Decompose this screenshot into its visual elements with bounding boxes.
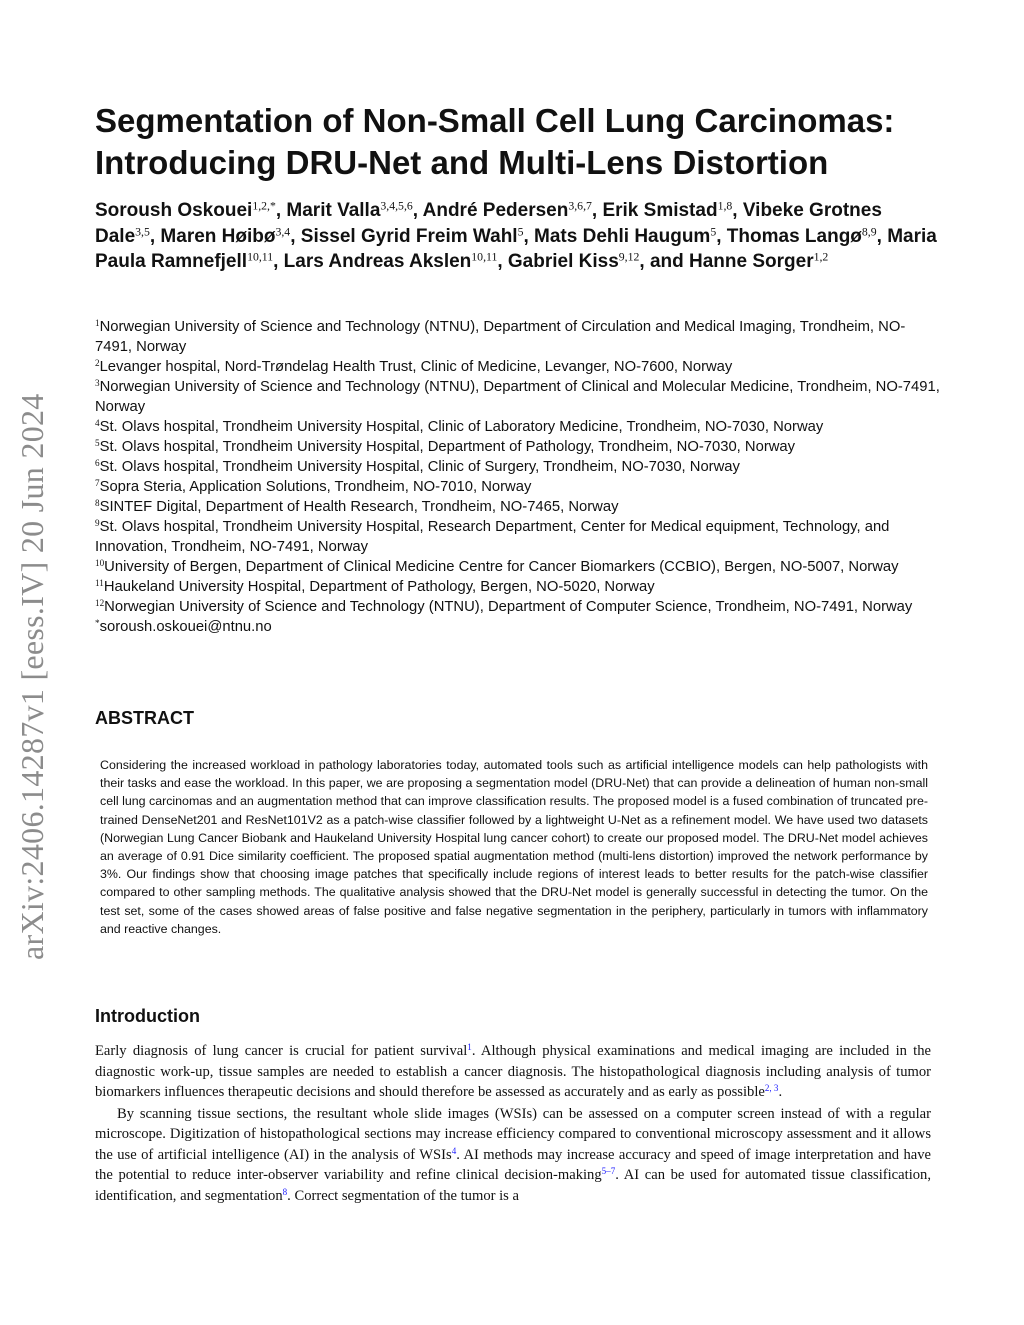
affiliation-text: Norwegian University of Science and Technology (NTNU), Department of Circulation and Medical Imaging, Trondheim, NO-7491, Norway	[95, 319, 906, 355]
arxiv-identifier-stamp: arXiv:2406.14287v1 [eess.IV] 20 Jun 2024	[14, 393, 50, 960]
affiliation-marker: *	[95, 617, 100, 628]
affiliation-marker: 6	[95, 457, 100, 468]
author-name: Soroush Oskouei	[95, 200, 253, 221]
introduction-text	[95, 1041, 931, 1206]
affiliation-item	[95, 357, 940, 377]
affiliation-item	[95, 377, 940, 417]
affiliation-item	[95, 577, 940, 597]
affiliation-text: Levanger hospital, Nord-Trøndelag Health Trust, Clinic of Medicine, Levanger, NO-7600, Norway	[99, 359, 733, 375]
affiliation-text: SINTEF Digital, Department of Health Research, Trondheim, NO-7465, Norway	[99, 499, 619, 515]
affiliation-marker: 2	[95, 357, 100, 368]
affiliation-text: St. Olavs hospital, Trondheim University Hospital, Research Department, Center for Medical equipment, Technology, and Innovation, Trondheim, NO-7491, Norway	[95, 519, 890, 555]
affiliation-marker: 3	[95, 377, 100, 388]
affiliation-item	[95, 417, 940, 437]
affiliation-marker: 5	[95, 437, 100, 448]
affiliation-text: St. Olavs hospital, Trondheim University Hospital, Department of Pathology, Trondheim, NO-7030, Norway	[99, 439, 796, 455]
corresponding-email[interactable]	[95, 617, 940, 637]
affiliation-list	[95, 317, 940, 637]
author-conjunction: and	[649, 251, 684, 272]
author-name: Maren Høibø	[160, 225, 276, 247]
author-affiliation-marker: 5	[517, 225, 524, 239]
introduction-heading: Introduction	[95, 1006, 200, 1026]
citation-link[interactable]: 2, 3	[764, 1083, 779, 1094]
author-affiliation-marker: 10,11	[247, 250, 274, 264]
author-affiliation-marker: 10,11	[471, 250, 498, 264]
author-affiliation-marker: 1,2,*	[252, 199, 276, 213]
paragraph	[95, 1041, 931, 1103]
affiliation-item	[95, 597, 940, 617]
affiliation-text: St. Olavs hospital, Trondheim University Hospital, Clinic of Surgery, Trondheim, NO-7030, Norway	[99, 459, 740, 475]
paragraph	[95, 1104, 931, 1207]
abstract-heading: ABSTRACT	[95, 708, 194, 728]
email-link[interactable]: soroush.oskouei@ntnu.no	[99, 619, 272, 635]
author-affiliation-marker: 3,4	[275, 225, 291, 239]
author-affiliation-marker: 9,12	[618, 250, 640, 264]
affiliation-text: St. Olavs hospital, Trondheim University Hospital, Clinic of Laboratory Medicine, Trondheim, NO-7030, Norway	[99, 419, 824, 435]
paragraph-text: Early diagnosis of lung cancer is crucial for patient survival	[95, 1043, 468, 1059]
paragraph-text: . AI methods may increase accuracy and speed of image interpretation and have the potential to reduce inter-observer variability and refine clinical decision-making	[95, 1146, 931, 1183]
affiliation-marker: 10	[95, 557, 105, 568]
affiliation-text: University of Bergen, Department of Clinical Medicine Centre for Cancer Biomarkers (CCBIO), Bergen, NO-5007, Norway	[104, 559, 899, 575]
author-name: André Pedersen	[422, 200, 569, 221]
affiliation-item	[95, 477, 940, 497]
author-affiliation-marker: 1,2	[813, 250, 829, 264]
affiliation-text: Sopra Steria, Application Solutions, Trondheim, NO-7010, Norway	[99, 479, 532, 495]
affiliation-marker: 4	[95, 417, 100, 428]
paper-title-line-1: Segmentation of Non-Small Cell Lung Carcinomas:	[95, 102, 895, 139]
author-name: Lars Andreas Akslen	[283, 251, 472, 272]
paragraph-text: . Correct segmentation of the tumor is a	[287, 1187, 519, 1204]
author-affiliation-marker: 3,6,7	[568, 199, 592, 213]
paragraph-text: By scanning tissue sections, the resultant whole slide images (WSIs) can be assessed on a computer screen instead of with a regular microscope. Digitization of histopathological sections may increase efficiency compared to conventional microscopy assessment and it allows the use of artificial intelligence (AI) in the analysis of WSIs	[95, 1105, 931, 1163]
abstract-text: Considering the increased workload in pathology laboratories today, automated tools such as artificial intelligence models can help pathologists with their tasks and ease the workload. In this paper, we are proposing a segmentation model (DRU-Net) that can provide a delineation of human non-small cell lung carcinomas and an augmentation method that can improve classification results. The proposed model is a fused combination of truncated pre-trained DenseNet201 and ResNet101V2 as a patch-wise classifier followed by a lightweight U-Net as a refinement model. We have used two datasets (Norwegian Lung Cancer Biobank and Haukeland University Hospital lung cancer cohort) to create our proposed model. The DRU-Net model achieves an average of 0.91 Dice similarity coefficient. The proposed spatial augmentation method (multi-lens distortion) improved the network performance by 3%. Our findings show that choosing image patches that specifically include regions of interest leads to better results for the patch-wise classifier compared to other sampling methods. The qualitative analysis showed that the DRU-Net model is generally successful in detecting the tumor. On the test set, some of the cases showed areas of false positive and false negative segmentation in the periphery, particularly in tumors with inflammatory and reactive changes.	[100, 758, 928, 936]
paper-title	[95, 100, 975, 184]
affiliation-marker: 1	[95, 317, 100, 328]
author-name: Erik Smistad	[602, 200, 718, 221]
affiliation-marker: 12	[95, 597, 105, 608]
affiliation-item	[95, 457, 940, 477]
citation-link[interactable]: 5–7	[601, 1166, 616, 1177]
paper-title-line-2: Introducing DRU-Net and Multi-Lens Distortion	[95, 144, 829, 181]
author-name: Mats Dehli Haugum	[534, 225, 711, 247]
affiliation-marker: 7	[95, 477, 100, 488]
affiliation-marker: 9	[95, 517, 100, 528]
author-affiliation-marker: 5	[710, 225, 717, 239]
author-name: Gabriel Kiss	[507, 251, 619, 272]
affiliation-marker: 11	[95, 577, 104, 588]
affiliation-item	[95, 557, 940, 577]
author-name: Vibeke Grotnes Dale	[95, 200, 882, 247]
author-affiliation-marker: 1,8	[717, 199, 733, 213]
author-affiliation-marker: 8,9	[861, 225, 877, 239]
author-name: Hanne Sorger	[689, 251, 814, 272]
citation-link[interactable]: 8	[282, 1186, 288, 1197]
author-affiliation-marker: 3,5	[135, 225, 150, 239]
citation-link[interactable]: 4	[451, 1145, 457, 1156]
author-affiliation-marker: 3,4,5,6	[380, 199, 413, 213]
affiliation-item	[95, 437, 940, 457]
author-name: Sissel Gyrid Freim Wahl	[300, 225, 518, 247]
affiliation-item	[95, 317, 940, 357]
affiliation-item	[95, 497, 940, 517]
affiliation-marker: 8	[95, 497, 100, 508]
paragraph-text: .	[778, 1084, 783, 1100]
paragraph-text: . Although physical examinations and medical imaging are included in the diagnostic work-up, tissue samples are needed to establish a cancer diagnosis. The histopathological diagnosis including analysis of tumor biomarkers influences therapeutic decisions and should therefore be assessed as accurately and as early as possible	[95, 1043, 932, 1100]
affiliation-text: Haukeland University Hospital, Department of Pathology, Bergen, NO-5020, Norway	[103, 579, 655, 595]
author-list: Soroush Oskouei$^{1,2,*}$, Marit Valla$^{3,4,5,6}$, André Pedersen$^{3,6,7}$, Erik Smistad$^{1,8}$, Vibeke Grotnes Dale$^{3,5}$, Maren Høibø$^{3,4}$, Sissel Gyrid Freim Wahl$^5$, Mats Dehli Haugum$^5$, Thomas Langø$^{8,9}$, Maria Paula Ramnefjell$^{10,11}$, Lars Andreas Akslen$^{10,11}$, Gabriel Kiss$^{9,12}$, and Hanne Sorger$^{1,2}$	[95, 199, 937, 272]
author-name: Marit Valla	[286, 200, 381, 221]
paragraph-text: . AI can be used for automated tissue classification, identification, and segmentation	[95, 1167, 931, 1204]
author-name: Thomas Langø	[726, 225, 862, 247]
affiliation-item	[95, 517, 940, 557]
citation-link[interactable]: 1	[467, 1042, 472, 1053]
affiliation-text: Norwegian University of Science and Technology (NTNU), Department of Clinical and Molecular Medicine, Trondheim, NO-7491, Norway	[95, 379, 940, 415]
author-name: Maria Paula Ramnefjell	[95, 225, 937, 272]
affiliation-text: Norwegian University of Science and Technology (NTNU), Department of Computer Science, Trondheim, NO-7491, Norway	[104, 599, 913, 615]
